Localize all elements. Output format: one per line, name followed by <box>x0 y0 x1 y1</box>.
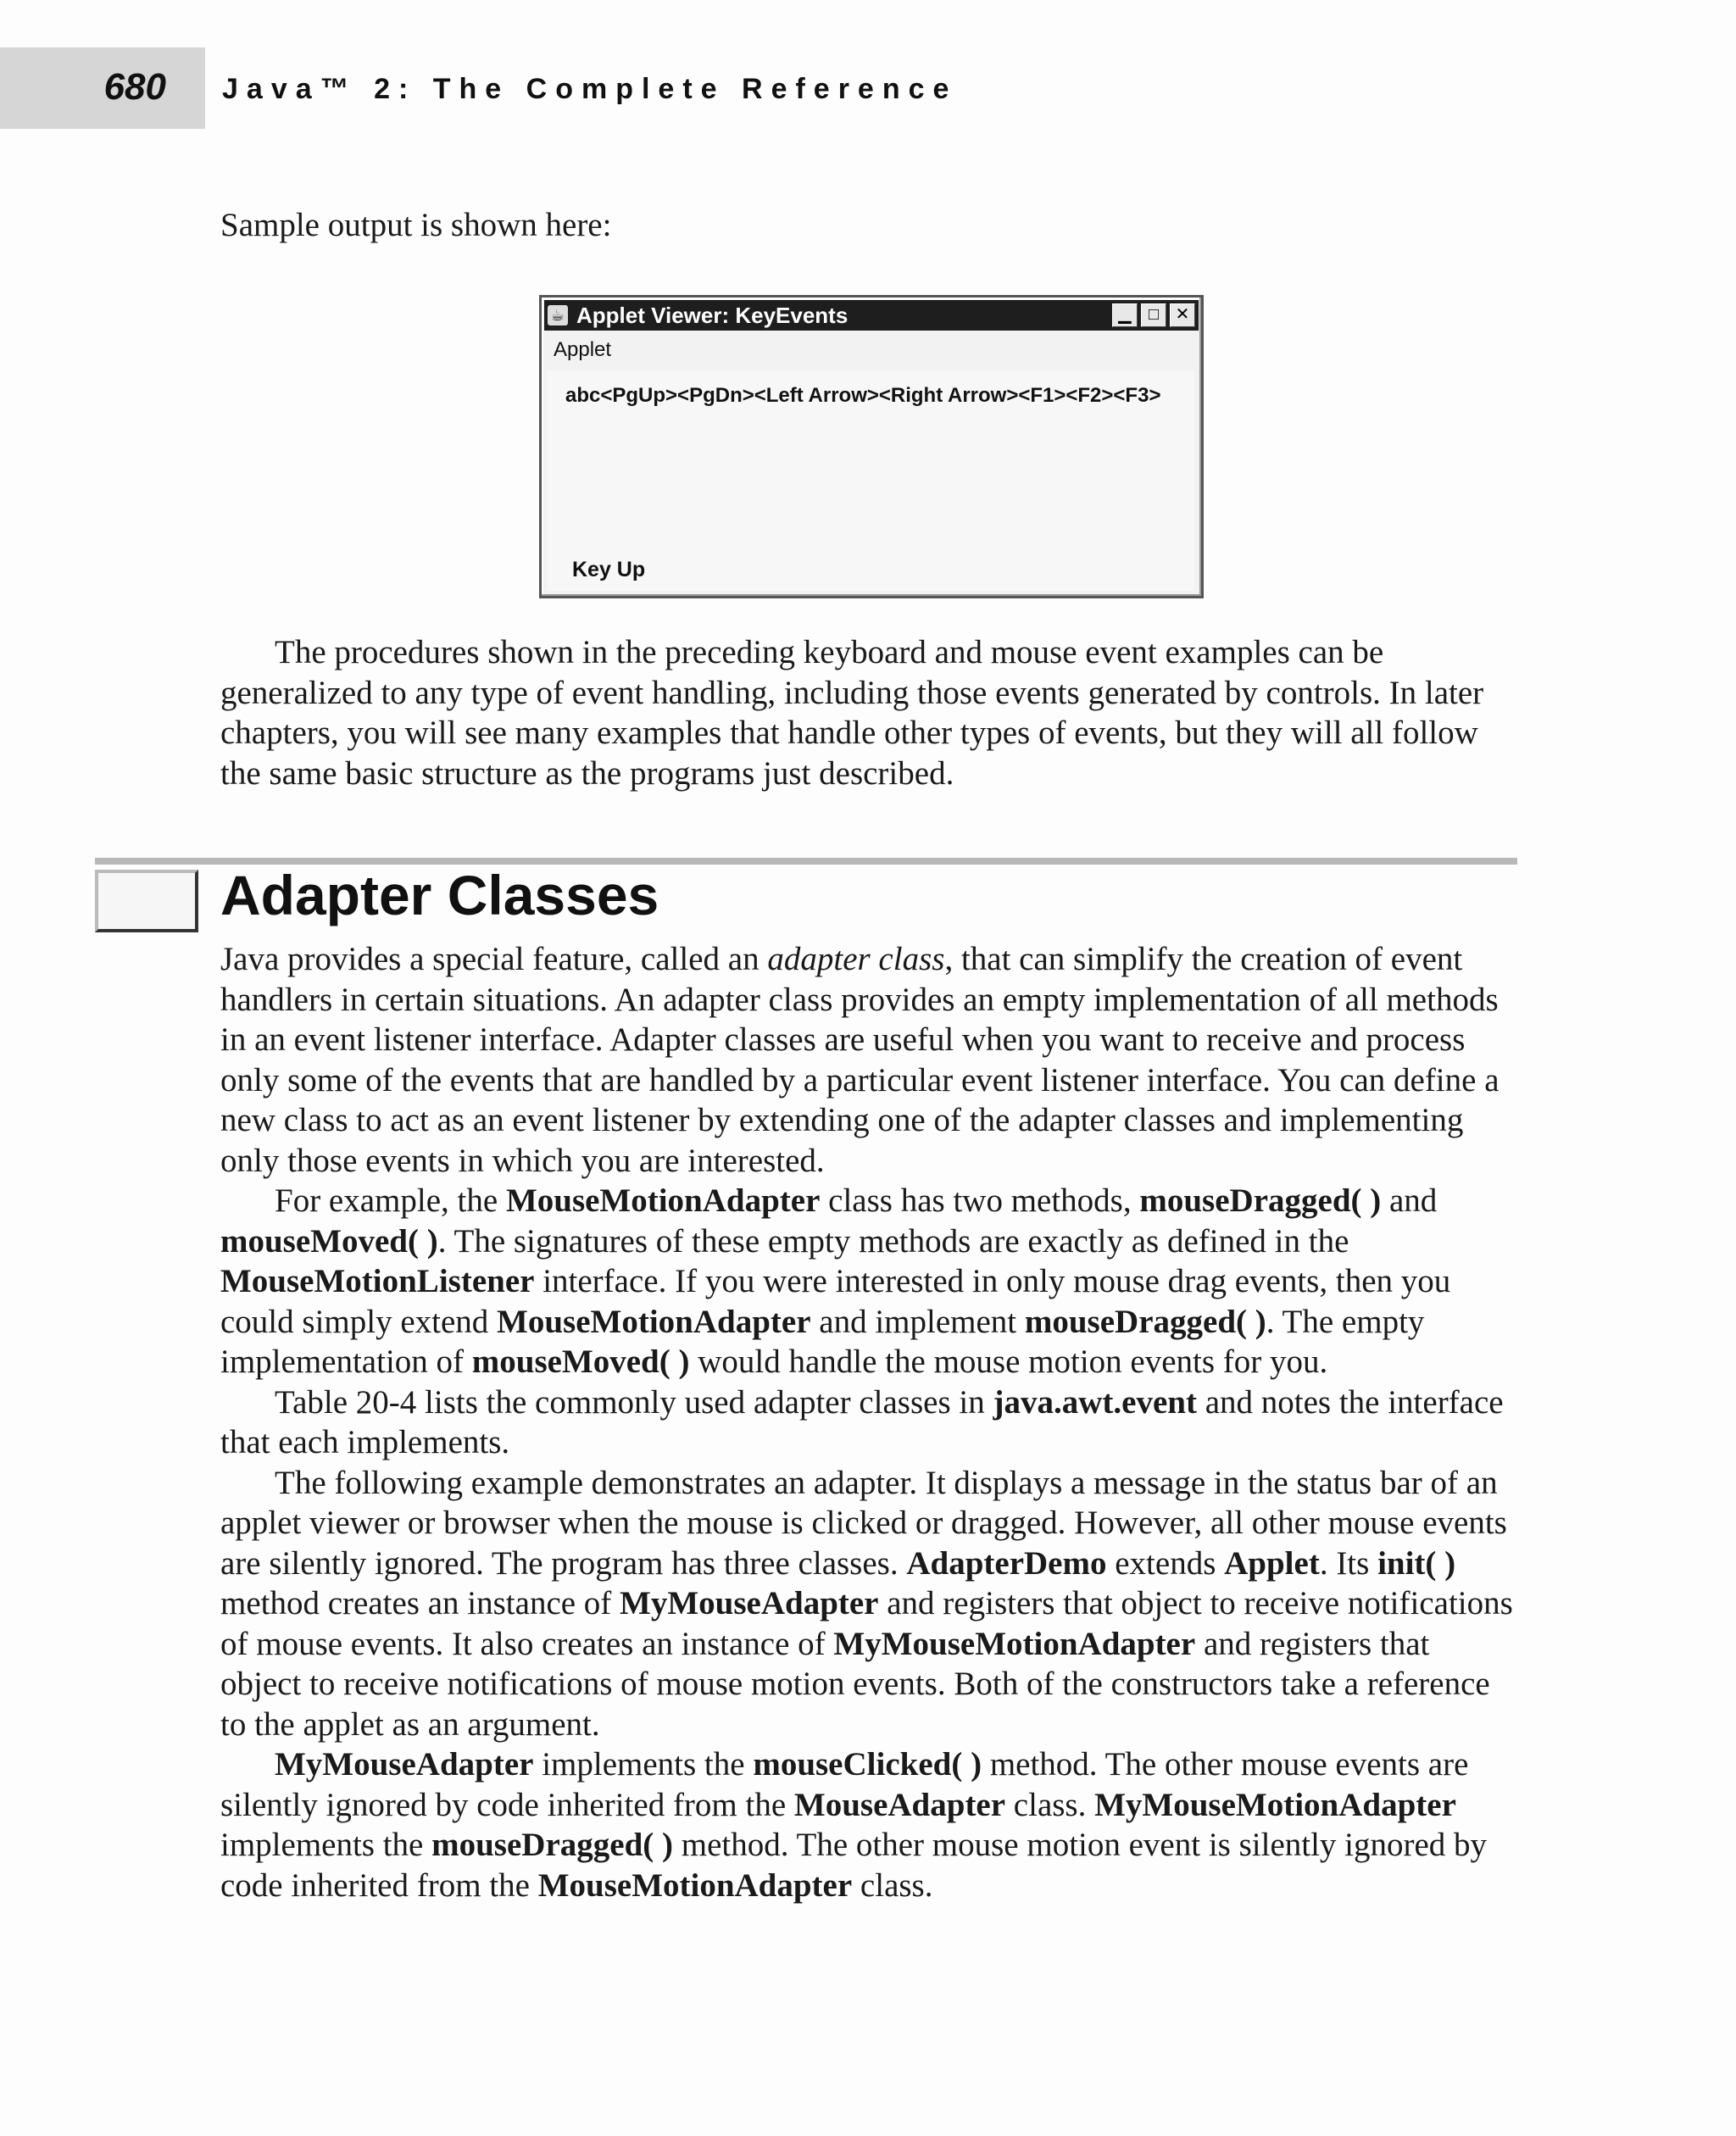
running-head: Java™ 2: The Complete Reference <box>222 73 958 105</box>
code-term: MouseMotionAdapter <box>497 1303 811 1340</box>
text-run: . The empty implementation of <box>220 1303 1425 1380</box>
paragraph <box>220 1382 1517 1463</box>
code-term: MyMouseAdapter <box>620 1585 879 1621</box>
text-run: method. The other mouse events are silently ignored by code inherited from the <box>220 1746 1469 1823</box>
code-term: mouseDragged( ) <box>431 1827 673 1863</box>
paragraph <box>220 1181 1517 1382</box>
text-run: Table 20-4 lists the commonly used adapter classes in <box>275 1383 993 1421</box>
text-run: implements the <box>533 1746 754 1783</box>
paragraph <box>220 939 1517 1181</box>
code-term: MyMouseMotionAdapter <box>833 1625 1196 1662</box>
minimize-button[interactable]: ▁ <box>1112 303 1138 327</box>
intro-paragraph: Sample output is shown here: <box>220 207 612 243</box>
code-term: MouseAdapter <box>793 1786 1006 1823</box>
text-run: implements the <box>220 1827 432 1863</box>
intro-text <box>220 205 1517 246</box>
paragraph <box>220 1744 1517 1905</box>
applet-output-line: abc<PgUp><PgDn><Left Arrow><Right Arrow><F1><F2><F3> <box>565 384 1161 407</box>
section-heading: Adapter Classes <box>220 864 659 926</box>
text-run: , that can simplify the creation of event handlers in certain situations. An adapter class provides an empty implementation of all methods in an event listener interface. Adapter classes are useful when you want to receive and process only some of the events that are handled by a particular event listener interface. You can define a new class to act as an event listener by extending one of the adapter classes and implementing only those events in which you are interested. <box>220 941 1500 1179</box>
text-run: Java provides a special feature, called an <box>220 941 768 977</box>
text-run: method creates an instance of <box>220 1585 620 1621</box>
code-term: init( ) <box>1377 1544 1456 1582</box>
text-run: and registers that object to receive notifications of mouse events. It also creates an instance of <box>220 1585 1513 1662</box>
paragraph <box>220 1463 1517 1745</box>
maximize-button[interactable]: □ <box>1141 303 1166 327</box>
code-term: MouseMotionAdapter <box>505 1182 821 1219</box>
text-run: The following example demonstrates an adapter. It displays a message in the status bar of an applet viewer or browser when the mouse is clicked or dragged. However, all other mouse events are silently ignored. The program has three classes. <box>220 1464 1507 1582</box>
applet-title-bar <box>544 300 1199 331</box>
text-run: and registers that object to receive notifications of mouse motion events. Both of the constructors take a reference to the applet as an argument. <box>220 1625 1490 1743</box>
code-term: AdapterDemo <box>906 1544 1107 1582</box>
text-run: interface. If you were interested in only mouse drag events, then you could simply extend <box>220 1263 1451 1340</box>
close-button[interactable]: ✕ <box>1170 303 1195 327</box>
code-term: java.awt.event <box>993 1383 1197 1421</box>
code-term: MouseMotionAdapter <box>537 1866 853 1904</box>
applet-status-text: Key Up <box>572 558 646 581</box>
section-marker <box>95 870 198 932</box>
code-term: MouseMotionListener <box>220 1263 535 1299</box>
body-text <box>220 632 1517 793</box>
emphasis: adapter class <box>767 941 945 977</box>
text-run: class. <box>1005 1786 1095 1823</box>
applet-window-title: Applet Viewer: KeyEvents <box>576 303 849 328</box>
paragraph: The procedures shown in the preceding keyboard and mouse event examples can be generalized to any type of event handling, including those events generated by controls. In later chapters, you will see many examples that handle other types of events, but they will all follow the same basic structure as the programs just described. <box>220 634 1484 792</box>
page-number-tab <box>0 47 205 129</box>
text-run: . The signatures of these empty methods are exactly as defined in the <box>437 1222 1349 1260</box>
text-run: class. <box>852 1866 933 1904</box>
text-run: extends <box>1106 1544 1225 1582</box>
code-term: mouseMoved( ) <box>471 1343 690 1380</box>
code-term: Applet <box>1224 1544 1320 1582</box>
code-term: mouseClicked( ) <box>753 1746 982 1783</box>
code-term: mouseDragged( ) <box>1024 1303 1266 1340</box>
text-run: method. The other mouse motion event is silently ignored by code inherited from the <box>220 1827 1488 1904</box>
coffee-cup-icon: ☕ <box>548 305 568 325</box>
page-number: 680 <box>103 66 166 108</box>
text-run: and <box>1381 1182 1438 1219</box>
section-body <box>220 939 1517 1905</box>
text-run: class has two methods, <box>820 1182 1140 1219</box>
code-term: mouseMoved( ) <box>220 1222 438 1260</box>
applet-viewer-window <box>539 295 1204 598</box>
text-run: . Its <box>1319 1544 1378 1582</box>
text-run: For example, the <box>275 1182 506 1219</box>
text-run: would handle the mouse motion events for you. <box>689 1343 1328 1380</box>
text-run: and notes the interface that each implements. <box>220 1383 1504 1460</box>
text-run: and implement <box>810 1303 1025 1340</box>
code-term: mouseDragged( ) <box>1139 1182 1382 1219</box>
applet-menu[interactable]: Applet <box>554 338 612 361</box>
code-term: MyMouseAdapter <box>275 1746 534 1783</box>
code-term: MyMouseMotionAdapter <box>1094 1786 1456 1823</box>
applet-panel <box>547 370 1194 591</box>
